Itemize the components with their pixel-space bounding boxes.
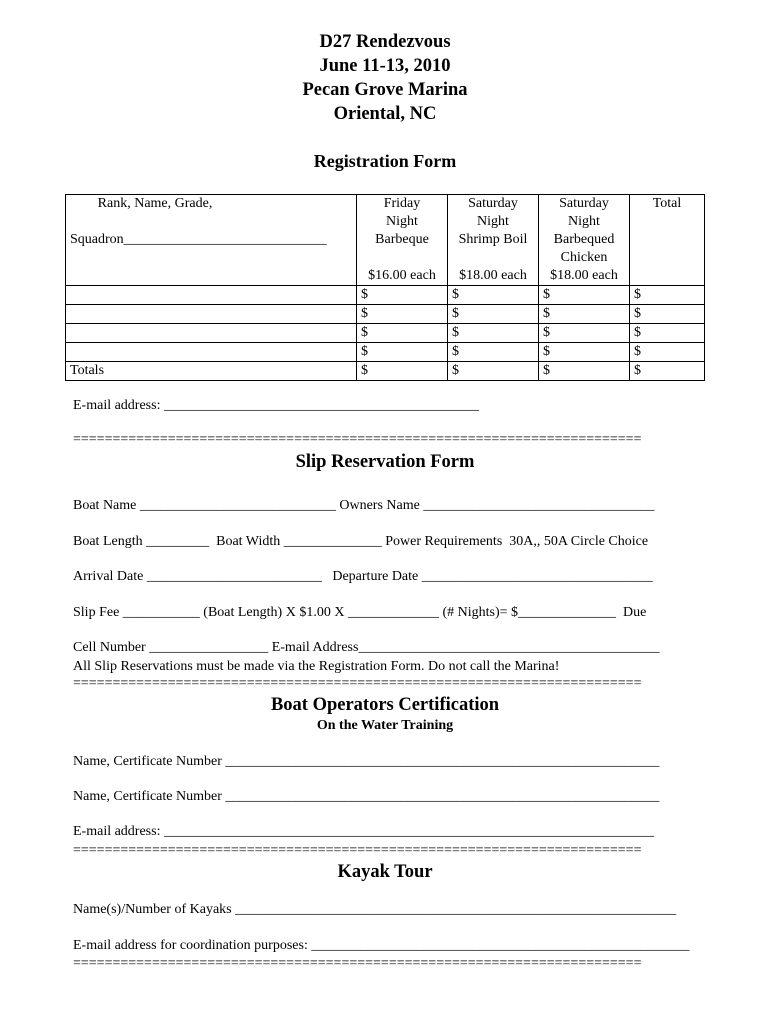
amount-cell[interactable]: $ [357, 343, 448, 362]
meal-name-cont [361, 249, 443, 267]
meal-price: $16.00 each [368, 268, 436, 283]
cert-line-2 [73, 790, 659, 804]
table-row [66, 343, 705, 362]
cert-line-1 [73, 755, 659, 769]
separator: ======================================================================== [73, 844, 642, 858]
meal-price: $18.00 each [550, 268, 618, 283]
cell-number-field[interactable]: _________________ [149, 640, 269, 655]
amount-cell[interactable]: $ [539, 324, 630, 343]
total-cell[interactable]: $ [630, 362, 705, 381]
total-cell[interactable]: $ [630, 343, 705, 362]
meal-day: Saturday [559, 196, 609, 211]
attendee-cell[interactable] [66, 324, 357, 343]
cert-email-line [73, 825, 654, 839]
meal-price: $18.00 each [459, 268, 527, 283]
slip-reservation-title: Slip Reservation Form [295, 452, 475, 472]
boat-name-label: Boat Name [73, 498, 140, 513]
amount-cell[interactable]: $ [357, 324, 448, 343]
kayak-email-field[interactable]: ______________________________________________________ [311, 938, 690, 953]
kayak-email-line [73, 939, 689, 953]
separator: ======================================================================== [73, 677, 642, 691]
kayak-tour-title: Kayak Tour [337, 862, 433, 882]
amount-cell[interactable]: $ [448, 286, 539, 305]
slip-fee-rate-label: (Boat Length) X $1.00 X [199, 605, 348, 620]
registration-email-line [73, 399, 479, 413]
slip-fee-label: Slip Fee [73, 605, 123, 620]
registration-table [65, 194, 705, 381]
registration-form-title: Registration Form [313, 151, 457, 171]
power-requirements-label: Power Requirements 30A,, 50A Circle Choice [381, 534, 649, 549]
boat-length-label: Boat Length [73, 534, 147, 549]
meal-name: Barbeque [375, 232, 429, 247]
boat-name-field[interactable]: ____________________________ [139, 498, 336, 513]
owners-name-field[interactable]: _________________________________ [423, 498, 655, 513]
departure-date-field[interactable]: _________________________________ [421, 569, 653, 584]
meal-name-cont: Chicken [560, 250, 608, 265]
amount-cell[interactable]: $ [539, 343, 630, 362]
meal-day: Friday [383, 196, 421, 211]
squadron-label: Squadron [70, 232, 124, 247]
kayak-email-label: E-mail address for coordination purposes: [73, 938, 312, 953]
boat-operators-subtitle: On the Water Training [316, 718, 454, 733]
event-dates: June 11-13, 2010 [319, 56, 451, 76]
attendee-header-cell [66, 195, 357, 286]
owners-name-label: Owners Name [335, 498, 424, 513]
amount-cell[interactable]: $ [357, 286, 448, 305]
totals-label: Totals [66, 362, 357, 381]
email-label: E-mail address: [73, 398, 164, 413]
nights-label: (# Nights)= $ [438, 605, 518, 620]
table-row [66, 324, 705, 343]
boat-width-field[interactable]: ______________ [283, 534, 382, 549]
table-row [66, 305, 705, 324]
table-row [66, 286, 705, 305]
boat-name-line [73, 499, 654, 513]
meal-day: Saturday [468, 196, 518, 211]
total-header-label: Total [652, 196, 682, 211]
amount-cell[interactable]: $ [539, 362, 630, 381]
name-cert-label: Name, Certificate Number [73, 754, 226, 769]
email-field[interactable]: _____________________________________________ [163, 398, 479, 413]
cert-email-label: E-mail address: [73, 824, 164, 839]
meal-time: Night [477, 214, 509, 229]
attendee-cell[interactable] [66, 343, 357, 362]
boat-width-label: Boat Width [209, 534, 284, 549]
meal-header-saturday-shrimp [448, 195, 539, 286]
total-cell[interactable]: $ [630, 286, 705, 305]
attendee-header-label: Rank, Name, Grade, [97, 196, 213, 211]
nights-field[interactable]: _____________ [347, 605, 439, 620]
meal-time: Night [386, 214, 418, 229]
slip-fee-line [73, 606, 646, 620]
meal-name: Barbequed [553, 232, 615, 247]
name-cert-label: Name, Certificate Number [73, 789, 226, 804]
totals-row [66, 362, 705, 381]
kayak-names-line [73, 903, 676, 917]
amount-cell[interactable]: $ [357, 305, 448, 324]
boat-length-fee-field[interactable]: ___________ [122, 605, 200, 620]
total-header-cell [630, 195, 705, 286]
amount-cell[interactable]: $ [357, 362, 448, 381]
attendee-cell[interactable] [66, 305, 357, 324]
boat-length-field[interactable]: _________ [146, 534, 210, 549]
arrival-date-field[interactable]: _________________________ [146, 569, 322, 584]
cell-number-label: Cell Number [73, 640, 150, 655]
kayak-names-field[interactable]: _______________________________________________________________ [235, 902, 677, 917]
slip-email-field[interactable]: ___________________________________________ [358, 640, 660, 655]
attendee-cell[interactable] [66, 286, 357, 305]
fee-due-field[interactable]: ______________ [518, 605, 616, 620]
kayak-names-label: Name(s)/Number of Kayaks [73, 902, 236, 917]
separator: ======================================================================== [73, 957, 642, 971]
amount-cell[interactable]: $ [448, 305, 539, 324]
amount-cell[interactable]: $ [448, 343, 539, 362]
slip-note: All Slip Reservations must be made via the Registration Form. Do not call the Marina! [73, 659, 560, 674]
boat-operators-title: Boat Operators Certification [270, 695, 500, 715]
total-cell[interactable]: $ [630, 324, 705, 343]
name-cert-field[interactable]: ______________________________________________________________ [225, 754, 660, 769]
boat-size-line [73, 535, 648, 549]
total-cell[interactable]: $ [630, 305, 705, 324]
squadron-field[interactable]: _____________________________ [123, 232, 327, 247]
meal-time: Night [568, 214, 600, 229]
amount-cell[interactable]: $ [539, 305, 630, 324]
cell-line [73, 641, 659, 655]
meal-header-saturday-chicken [539, 195, 630, 286]
due-label: Due [616, 605, 647, 620]
arrival-date-label: Arrival Date [73, 569, 147, 584]
dates-line [73, 570, 653, 584]
amount-cell[interactable]: $ [539, 286, 630, 305]
separator: ======================================================================== [73, 433, 642, 447]
cert-email-field[interactable]: ______________________________________________________________________ [163, 824, 654, 839]
registration-header-row [66, 195, 705, 286]
amount-cell[interactable]: $ [448, 324, 539, 343]
event-location: Oriental, NC [333, 104, 437, 124]
event-title: D27 Rendezvous [319, 32, 451, 52]
meal-name: Shrimp Boil [458, 232, 528, 247]
name-cert-field[interactable]: ______________________________________________________________ [225, 789, 660, 804]
departure-date-label: Departure Date [321, 569, 422, 584]
amount-cell[interactable]: $ [448, 362, 539, 381]
meal-name-cont [452, 249, 534, 267]
event-venue: Pecan Grove Marina [302, 80, 468, 100]
slip-email-label: E-mail Address [268, 640, 359, 655]
meal-header-friday [357, 195, 448, 286]
